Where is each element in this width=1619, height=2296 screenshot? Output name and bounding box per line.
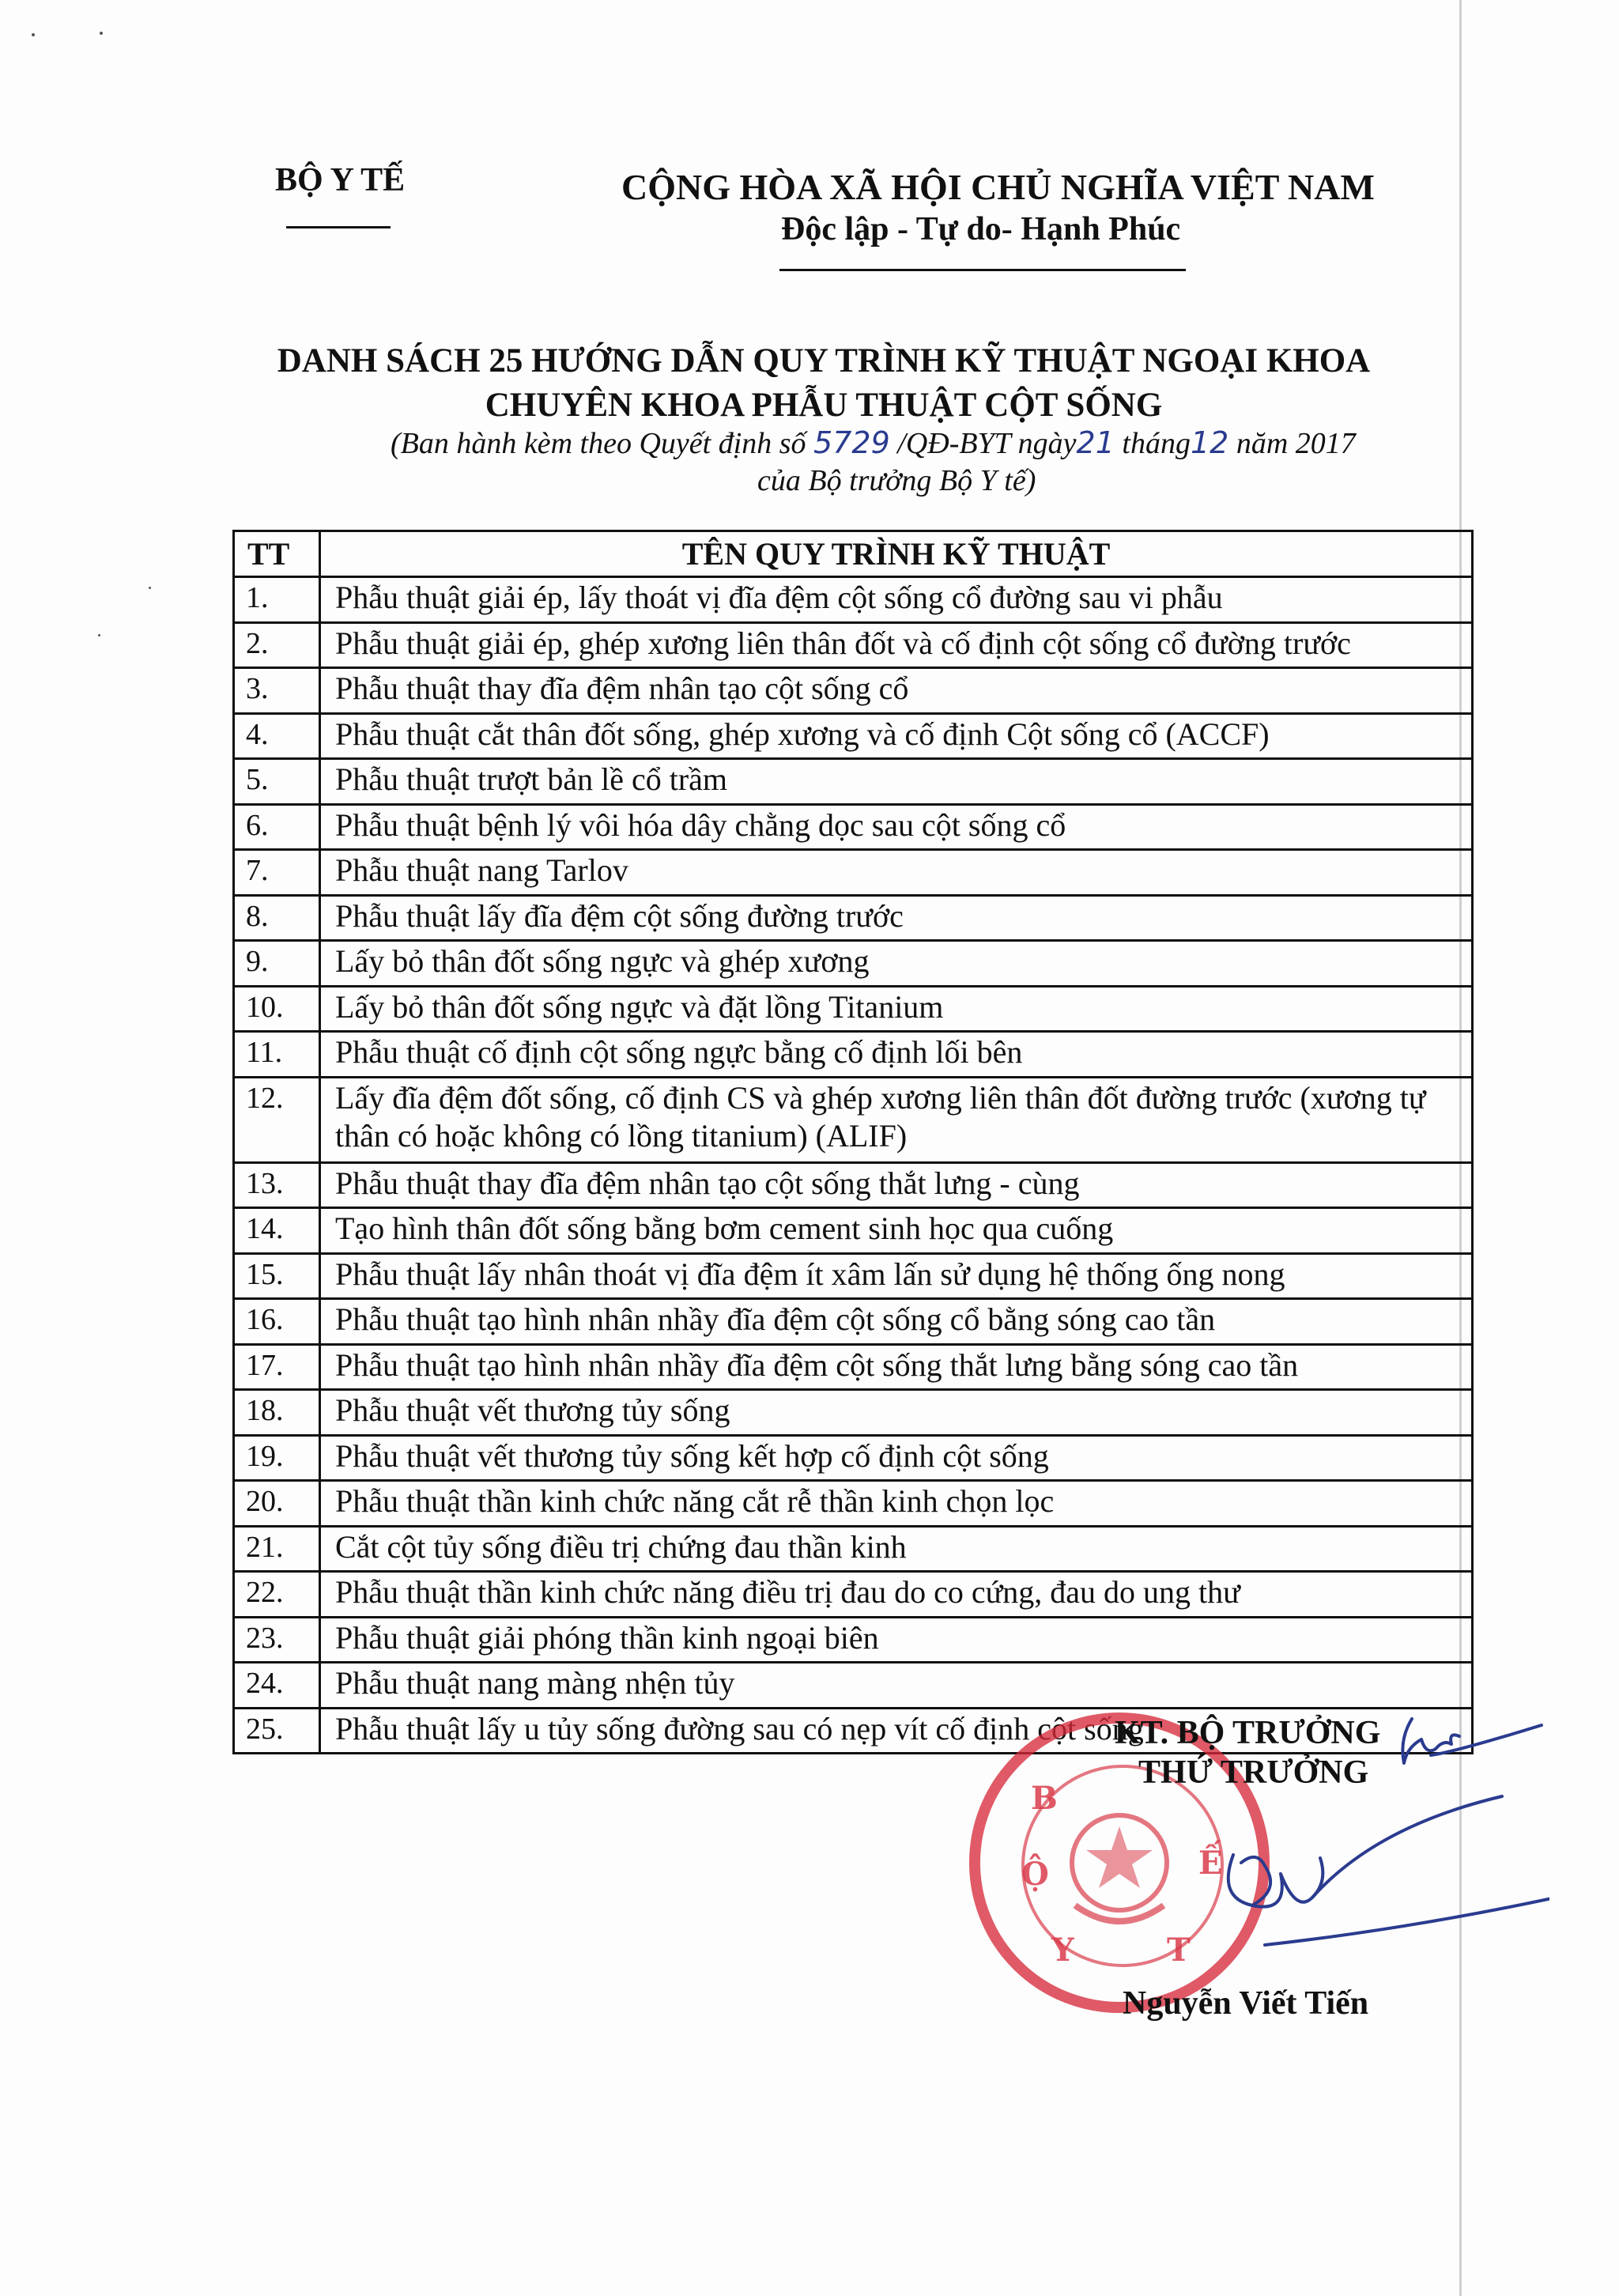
column-header-tt: TT [234, 531, 320, 577]
procedure-name: Phẫu thuật giải ép, ghép xương liên thân đốt và cố định cột sống cổ đường trước [320, 622, 1473, 668]
decision-number-handwritten: 5729 [813, 425, 890, 460]
table-row [234, 1663, 1473, 1709]
scan-speck [149, 587, 151, 589]
table-row [234, 1481, 1473, 1527]
document-title-line2: CHUYÊN KHOA PHẪU THUẬT CỘT SỐNG [485, 387, 1163, 424]
row-number: 15. [234, 1253, 320, 1299]
table-row [234, 1253, 1473, 1299]
table-row [234, 804, 1473, 850]
procedure-name: Phẫu thuật thay đĩa đệm nhân tạo cột sống cổ [320, 668, 1473, 714]
row-number: 10. [234, 986, 320, 1032]
procedure-name: Phẫu thuật thần kinh chức năng điều trị đau do co cứng, đau do ung thư [320, 1572, 1473, 1618]
procedure-name: Phẫu thuật vết thương tủy sống [320, 1390, 1473, 1436]
scan-speck [100, 32, 103, 35]
decision-reference [391, 425, 1356, 461]
signer-name: Nguyễn Viết Tiến [1123, 1985, 1369, 2022]
table-row [234, 622, 1473, 668]
procedure-table [232, 530, 1474, 1754]
procedure-name: Phẫu thuật cố định cột sống ngực bằng cố định lối bên [320, 1032, 1473, 1078]
procedure-name: Lấy bỏ thân đốt sống ngực và đặt lồng Titanium [320, 986, 1473, 1032]
row-number: 12. [234, 1077, 320, 1162]
national-title: CỘNG HÒA XÃ HỘI CHỦ NGHĨA VIỆT NAM [621, 167, 1375, 207]
row-number: 23. [234, 1617, 320, 1663]
table-row [234, 1526, 1473, 1572]
procedure-name: Phẫu thuật thay đĩa đệm nhân tạo cột sống thắt lưng - cùng [320, 1162, 1473, 1208]
procedure-name: Phẫu thuật giải ép, lấy thoát vị đĩa đệm cột sống cổ đường sau vi phẫu [320, 577, 1473, 623]
procedure-name: Phẫu thuật tạo hình nhân nhầy đĩa đệm cột sống cổ bằng sóng cao tần [320, 1299, 1473, 1345]
row-number: 21. [234, 1526, 320, 1572]
table-row [234, 1435, 1473, 1481]
procedure-name: Phẫu thuật nang Tarlov [320, 850, 1473, 896]
decision-code: /QĐ-BYT ngày [897, 427, 1077, 460]
row-number: 14. [234, 1208, 320, 1254]
table-row [234, 1344, 1473, 1390]
row-number: 19. [234, 1435, 320, 1481]
svg-text:Ộ: Ộ [1021, 1856, 1049, 1893]
procedure-name: Lấy đĩa đệm đốt sống, cố định CS và ghép xương liên thân đốt đường trước (xương tự thân có hoặc không có lồng titanium) (ALIF) [320, 1077, 1473, 1162]
table-header-row [234, 531, 1473, 577]
decision-prefix: (Ban hành kèm theo Quyết định số [391, 427, 806, 460]
procedure-name: Phẫu thuật lấy u tủy sống đường sau có nẹp vít cố định cột sống [320, 1708, 1473, 1754]
row-number: 2. [234, 622, 320, 668]
row-number: 3. [234, 668, 320, 714]
table-row [234, 1032, 1473, 1078]
procedure-name: Phẫu thuật nang màng nhện tủy [320, 1663, 1473, 1709]
row-number: 7. [234, 850, 320, 896]
procedure-name: Lấy bỏ thân đốt sống ngực và ghép xương [320, 941, 1473, 987]
table-row [234, 1390, 1473, 1436]
table-row [234, 850, 1473, 896]
decision-day-handwritten: 21 [1076, 425, 1115, 460]
procedure-name: Phẫu thuật lấy nhân thoát vị đĩa đệm ít xâm lấn sử dụng hệ thống ống nong [320, 1253, 1473, 1299]
row-number: 11. [234, 1032, 320, 1078]
row-number: 25. [234, 1708, 320, 1754]
row-number: 22. [234, 1572, 320, 1618]
table-row [234, 668, 1473, 714]
procedure-name: Phẫu thuật bệnh lý vôi hóa dây chằng dọc sau cột sống cổ [320, 804, 1473, 850]
svg-text:B: B [1031, 1780, 1058, 1817]
table-row [234, 759, 1473, 805]
table-row [234, 1299, 1473, 1345]
table-row [234, 1162, 1473, 1208]
row-number: 9. [234, 941, 320, 987]
procedure-name: Phẫu thuật trượt bản lề cổ trầm [320, 759, 1473, 805]
national-motto: Độc lập - Tự do- Hạnh Phúc [781, 211, 1181, 247]
table-row [234, 941, 1473, 987]
procedure-name: Phẫu thuật tạo hình nhân nhầy đĩa đệm cột sống thắt lưng bằng sóng cao tần [320, 1344, 1473, 1390]
svg-text:T: T [1167, 1932, 1191, 1969]
procedure-name: Cắt cột tủy sống điều trị chứng đau thần kinh [320, 1526, 1473, 1572]
row-number: 16. [234, 1299, 320, 1345]
row-number: 18. [234, 1390, 320, 1436]
procedure-name: Tạo hình thân đốt sống bằng bơm cement sinh học qua cuống [320, 1208, 1473, 1254]
row-number: 17. [234, 1344, 320, 1390]
row-number: 8. [234, 895, 320, 941]
scan-speck [98, 634, 100, 636]
row-number: 6. [234, 804, 320, 850]
decision-year: năm 2017 [1236, 427, 1356, 460]
procedure-name: Phẫu thuật lấy đĩa đệm cột sống đường trước [320, 895, 1473, 941]
decision-month-label: tháng [1122, 427, 1191, 460]
row-number: 24. [234, 1663, 320, 1709]
procedure-name: Phẫu thuật thần kinh chức năng cắt rễ thần kinh chọn lọc [320, 1481, 1473, 1527]
column-header-name: TÊN QUY TRÌNH KỸ THUẬT [320, 531, 1473, 577]
table-row [234, 1572, 1473, 1618]
motto-underline [779, 269, 1186, 271]
table-row [234, 1208, 1473, 1254]
svg-text:Y: Y [1051, 1932, 1074, 1969]
procedure-name: Phẫu thuật vết thương tủy sống kết hợp cố định cột sống [320, 1435, 1473, 1481]
row-number: 13. [234, 1162, 320, 1208]
signer-role-line2: THỨ TRƯỞNG [1138, 1754, 1369, 1791]
table-row [234, 986, 1473, 1032]
issuing-organization: BỘ Y TẾ [275, 162, 406, 198]
row-number: 1. [234, 577, 320, 623]
decision-issuer: của Bộ trưởng Bộ Y tế) [757, 464, 1036, 497]
table-body [234, 577, 1473, 1754]
handwritten-signature [1170, 1708, 1549, 1969]
table-row [234, 895, 1473, 941]
row-number: 5. [234, 759, 320, 805]
table-row [234, 1077, 1473, 1162]
document-title-line1: DANH SÁCH 25 HƯỚNG DẪN QUY TRÌNH KỸ THUẬT NGOẠI KHOA [277, 342, 1371, 380]
row-number: 20. [234, 1481, 320, 1527]
table-row [234, 577, 1473, 623]
table-row [234, 713, 1473, 759]
table-row [234, 1617, 1473, 1663]
row-number: 4. [234, 713, 320, 759]
procedure-name: Phẫu thuật cắt thân đốt sống, ghép xương và cố định Cột sống cổ (ACCF) [320, 713, 1473, 759]
procedure-name: Phẫu thuật giải phóng thần kinh ngoại biên [320, 1617, 1473, 1663]
decision-month-handwritten: 12 [1190, 425, 1229, 460]
svg-text:Ế: Ế [1198, 1845, 1223, 1882]
signer-role-line1: KT. BỘ TRƯỞNG [1115, 1715, 1381, 1751]
scan-speck [32, 33, 35, 36]
organization-underline [286, 226, 391, 228]
